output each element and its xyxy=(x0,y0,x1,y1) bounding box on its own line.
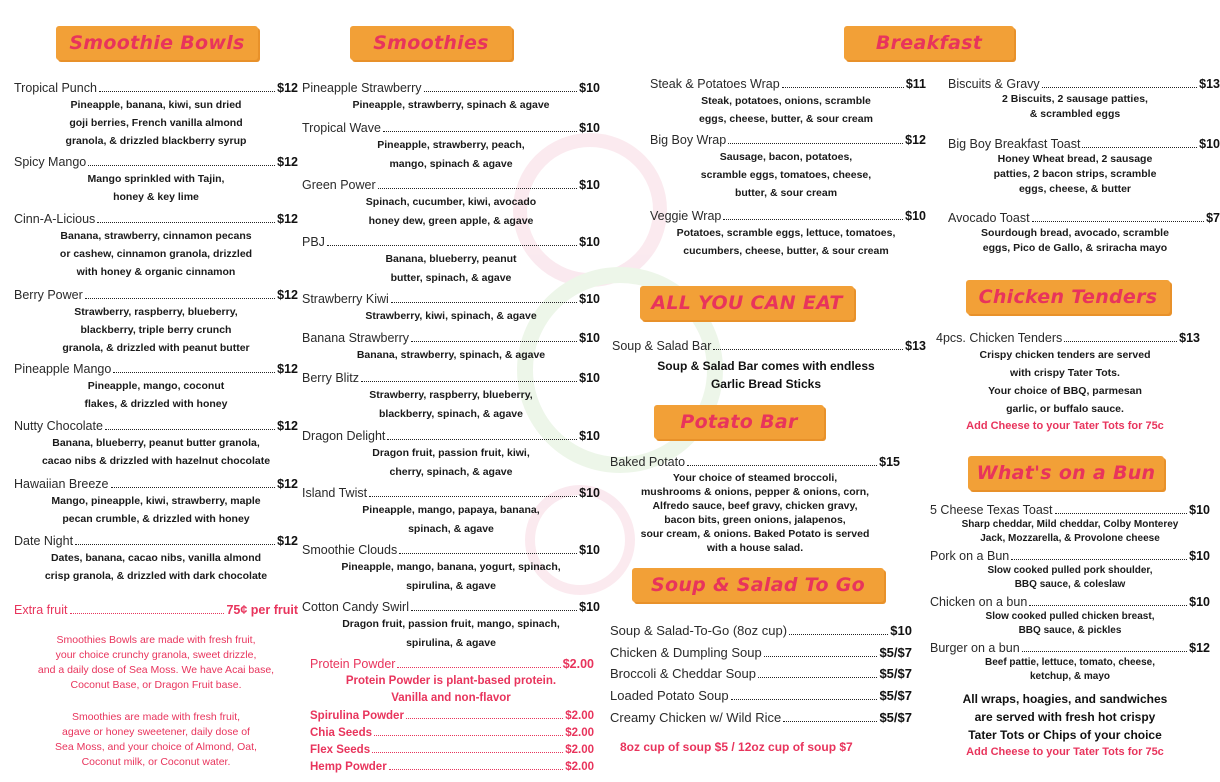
item-description xyxy=(14,549,298,585)
item-name: Big Boy Wrap xyxy=(650,133,727,147)
menu-item-big-boy-wrap xyxy=(606,132,926,202)
dot-leader xyxy=(378,188,577,189)
menu-item-pork-on-a-bun xyxy=(930,548,1210,592)
description-line: cherry, spinach, & agave xyxy=(389,466,513,478)
description-line: spirulina, & agave xyxy=(406,580,496,592)
tenders-cheese-note: Add Cheese to your Tater Tots for 75c xyxy=(966,420,1164,432)
item-name: Chicken on a bun xyxy=(930,595,1028,609)
description-line: Banana, strawberry, cinnamon pecans xyxy=(60,230,252,242)
item-price: $5/$7 xyxy=(879,645,912,660)
dot-leader xyxy=(1082,147,1197,148)
item-description xyxy=(302,558,600,596)
menu-item-pbj xyxy=(302,234,600,288)
description-line: Mango, pineapple, kiwi, strawberry, maple xyxy=(51,495,261,507)
menu-item-green-power xyxy=(302,177,600,231)
banner-smoothies: Smoothies xyxy=(350,26,512,60)
description-line: Honey Wheat bread, 2 sausage xyxy=(997,153,1153,165)
banner-whats-on-a-bun: What's on a Bun xyxy=(968,456,1164,490)
item-description xyxy=(930,152,1220,197)
item-description xyxy=(302,193,600,231)
menu-item-date-night xyxy=(14,533,298,585)
item-price: $10 xyxy=(579,600,600,614)
description-line: granola, & drizzled with peanut butter xyxy=(62,342,250,354)
item-price: $5/$7 xyxy=(879,666,912,681)
menu-item-island-twist xyxy=(302,485,600,539)
protein-powder-line: Protein Powder $2.00 xyxy=(310,657,594,671)
item-price: $10 xyxy=(579,543,600,557)
menu-item-tropical-wave xyxy=(302,120,600,174)
item-price: $12 xyxy=(277,81,298,95)
banner-potato-bar: Potato Bar xyxy=(654,405,824,439)
description-line: Potatoes, scramble eggs, lettuce, tomatoes, xyxy=(676,227,896,239)
item-description xyxy=(930,92,1220,122)
item-name: Loaded Potato Soup xyxy=(610,688,729,703)
description-line: pecan crumble, & drizzled with honey xyxy=(62,513,250,525)
item-price: $5/$7 xyxy=(879,688,912,703)
dot-leader xyxy=(361,381,577,382)
item-price: $12 xyxy=(277,419,298,433)
item-description xyxy=(302,307,600,326)
description-line: cacao nibs & drizzled with hazelnut chocolate xyxy=(41,455,271,467)
description-line: Jack, Mozzarella, & Provolone cheese xyxy=(980,533,1160,544)
menu-item-smoothie-clouds xyxy=(302,542,600,596)
description-line: Sourdough bread, avocado, scramble xyxy=(981,227,1169,239)
item-price: $10 xyxy=(905,209,926,223)
note-line: mushrooms & onions, pepper & onions, corn, xyxy=(640,486,870,498)
dot-leader xyxy=(1055,513,1188,514)
description-line: Beef pattie, lettuce, tomato, cheese, xyxy=(984,657,1156,668)
smoothie-bowls-note xyxy=(14,633,298,693)
bun-notes: All wraps, hoagies, and sandwiches are served with fresh hot crispy Tater Tots or Chips of your choice Add Cheese to your Tater Tots for 75c xyxy=(930,690,1200,760)
description-line: Dragon fruit, passion fruit, kiwi, xyxy=(372,447,530,459)
note-line: Soup & Salad Bar comes with endless xyxy=(657,359,875,373)
description-line: Banana, strawberry, spinach, & agave xyxy=(356,349,546,361)
item-name: Tropical Punch xyxy=(14,81,97,95)
item-description xyxy=(930,518,1210,546)
item-price: $10 xyxy=(579,292,600,306)
dot-leader xyxy=(424,91,578,92)
item-name: Island Twist xyxy=(302,486,368,500)
item-name: Creamy Chicken w/ Wild Rice xyxy=(610,710,782,725)
description-line: & scrambled eggs xyxy=(1029,108,1121,120)
item-price: $5/$7 xyxy=(879,710,912,725)
item-price: $12 xyxy=(277,362,298,376)
soup-salad-bar-item: Soup & Salad Bar $13 Soup & Salad Bar comes with endless Garlic Bread Sticks xyxy=(606,338,926,393)
dot-leader xyxy=(105,429,275,430)
item-description xyxy=(302,386,600,424)
item-name: Green Power xyxy=(302,178,376,192)
dot-leader xyxy=(758,677,877,678)
item-name: Nutty Chocolate xyxy=(14,419,103,433)
item-description xyxy=(302,136,600,174)
dot-leader xyxy=(111,487,276,488)
menu-item-spicy-mango xyxy=(14,154,298,206)
item-name: Broccoli & Cheddar Soup xyxy=(610,666,756,681)
item-description xyxy=(930,610,1210,638)
note-line: Smoothies are made with fresh fruit, xyxy=(71,711,241,723)
item-name: Steak & Potatoes Wrap xyxy=(650,77,780,91)
item-name: Big Boy Breakfast Toast xyxy=(948,137,1081,151)
description-line: spirulina, & agave xyxy=(406,637,496,649)
item-name: Avocado Toast xyxy=(948,211,1030,225)
description-line: or cashew, cinnamon granola, drizzled xyxy=(59,248,253,260)
description-line: Dragon fruit, passion fruit, mango, spinach, xyxy=(342,618,560,630)
note-line: Sea Moss, and your choice of Almond, Oat, xyxy=(55,741,257,753)
item-price: $10 xyxy=(890,623,912,638)
dot-leader xyxy=(1032,221,1205,222)
item-description xyxy=(302,615,600,653)
description-line: honey dew, green apple, & agave xyxy=(368,215,534,227)
menu-item-chia-seeds xyxy=(310,726,594,741)
item-price: $10 xyxy=(579,178,600,192)
dot-leader xyxy=(1029,605,1187,606)
description-line: BBQ sauce, & coleslaw xyxy=(1014,579,1126,590)
item-price: $12 xyxy=(277,155,298,169)
item-price: $12 xyxy=(277,477,298,491)
description-line: blackberry, triple berry crunch xyxy=(80,324,232,336)
item-price: $10 xyxy=(579,486,600,500)
description-line: with honey & organic cinnamon xyxy=(76,266,236,278)
dot-leader xyxy=(731,699,878,700)
item-price: $2.00 xyxy=(565,744,594,756)
menu-item-flex-seeds xyxy=(310,743,594,758)
item-description xyxy=(14,434,298,470)
item-description xyxy=(302,250,600,288)
item-name: Soup & Salad-To-Go (8oz cup) xyxy=(610,623,788,638)
description-line: Strawberry, kiwi, spinach, & agave xyxy=(365,310,537,322)
description-line: blackberry, spinach, & agave xyxy=(379,408,523,420)
menu-item-banana-strawberry xyxy=(302,330,600,365)
note-line: Crispy chicken tenders are served xyxy=(979,349,1151,361)
description-line: eggs, Pico de Gallo, & sriracha mayo xyxy=(982,242,1168,254)
item-price: $10 xyxy=(579,371,600,385)
dot-leader xyxy=(88,165,275,166)
note-line: Garlic Bread Sticks xyxy=(710,377,822,391)
item-description xyxy=(606,148,926,202)
item-price: $10 xyxy=(1189,595,1210,609)
note-line: Smoothies Bowls are made with fresh fruit, xyxy=(56,634,256,646)
dot-leader xyxy=(411,610,577,611)
item-name: Burger on a bun xyxy=(930,641,1020,655)
description-line: eggs, cheese, butter, & sour cream xyxy=(699,113,873,125)
note-line: Alfredo sauce, beef gravy, chicken gravy, xyxy=(652,500,858,512)
menu-item-broccoli-cheddar-soup xyxy=(606,665,926,683)
description-line: spinach, & agave xyxy=(408,523,494,535)
description-line: crisp granola, & drizzled with dark chocolate xyxy=(44,570,268,582)
item-description xyxy=(14,303,298,357)
item-price: $10 xyxy=(1189,503,1210,517)
description-line: scramble eggs, tomatoes, cheese, xyxy=(700,169,872,181)
menu-item-veggie-wrap xyxy=(606,208,926,260)
dot-leader xyxy=(387,439,577,440)
menu-item-strawberry-kiwi xyxy=(302,291,600,326)
item-description xyxy=(14,492,298,528)
item-name: Berry Blitz xyxy=(302,371,359,385)
dot-leader xyxy=(369,496,577,497)
dot-leader xyxy=(374,735,563,736)
menu-item-berry-blitz xyxy=(302,370,600,424)
description-line: patties, 2 bacon strips, scramble xyxy=(993,168,1157,180)
description-line: Banana, blueberry, peanut butter granola, xyxy=(52,437,260,449)
item-price: $10 xyxy=(579,121,600,135)
banner-smoothie-bowls: Smoothie Bowls xyxy=(56,26,258,60)
menu-item-soup-salad-to-go-8oz-cup xyxy=(606,622,926,640)
description-line: Pineapple, mango, coconut xyxy=(87,380,225,392)
note-line: sour cream, & onions. Baked Potato is served xyxy=(640,528,870,540)
item-description xyxy=(14,377,298,413)
menu-item-avocado-toast xyxy=(930,210,1220,256)
item-description xyxy=(302,501,600,539)
extra-fruit-line: Extra fruit 75¢ per fruit xyxy=(14,603,298,617)
item-price: $10 xyxy=(579,81,600,95)
banner-chicken-tenders: Chicken Tenders xyxy=(966,280,1170,314)
item-name: 5 Cheese Texas Toast xyxy=(930,503,1053,517)
dot-leader xyxy=(372,752,563,753)
description-line: BBQ sauce, & pickles xyxy=(1018,625,1122,636)
description-line: Mango sprinkled with Tajin, xyxy=(87,173,225,185)
dot-leader xyxy=(97,222,275,223)
menu-item-biscuits-gravy xyxy=(930,76,1220,122)
menu-item-loaded-potato-soup xyxy=(606,687,926,705)
description-line: Spinach, cucumber, kiwi, avocado xyxy=(365,196,537,208)
item-price: $12 xyxy=(1189,641,1210,655)
description-line: cucumbers, cheese, butter, & sour cream xyxy=(683,245,889,257)
description-line: Slow cooked pulled pork shoulder, xyxy=(987,565,1153,576)
menu-item-cinn-a-licious xyxy=(14,211,298,281)
dot-leader xyxy=(113,372,275,373)
description-line: mango, spinach & agave xyxy=(389,158,513,170)
description-line: Strawberry, raspberry, blueberry, xyxy=(369,389,533,401)
menu-item-5-cheese-texas-toast xyxy=(930,502,1210,546)
item-price: $10 xyxy=(579,429,600,443)
item-price: $2.00 xyxy=(565,727,594,739)
column-smoothie-bowls xyxy=(14,0,298,782)
description-line: butter, spinach, & agave xyxy=(390,272,512,284)
menu-item-steak-potatoes-wrap xyxy=(606,76,926,128)
menu-item-dragon-delight xyxy=(302,428,600,482)
note-line: and a daily dose of Sea Moss. We have Acai base, xyxy=(37,664,275,676)
menu-item-chicken-dumpling-soup xyxy=(606,644,926,662)
dot-leader xyxy=(1042,87,1197,88)
item-description xyxy=(302,346,600,365)
item-name: Pork on a Bun xyxy=(930,549,1010,563)
item-name: Banana Strawberry xyxy=(302,331,410,345)
item-name: Cotton Candy Swirl xyxy=(302,600,409,614)
item-description xyxy=(930,564,1210,592)
item-price: $12 xyxy=(905,133,926,147)
description-line: honey & key lime xyxy=(113,191,199,203)
item-price: $10 xyxy=(579,235,600,249)
description-line: goji berries, French vanilla almond xyxy=(69,117,243,129)
item-name: Berry Power xyxy=(14,288,83,302)
note-line: are served with fresh hot crispy xyxy=(974,710,1156,724)
item-name: Dragon Delight xyxy=(302,429,386,443)
item-description xyxy=(930,226,1220,256)
item-description xyxy=(930,656,1210,684)
item-name: Strawberry Kiwi xyxy=(302,292,389,306)
description-line: Steak, potatoes, onions, scramble xyxy=(701,95,871,107)
item-price: $12 xyxy=(277,212,298,226)
chicken-tenders-item: 4pcs. Chicken Tenders $13 Crispy chicken tenders are served with crispy Tater Tots. Your choice of BBQ, parmesan garlic, or buffalo sauce. Add Cheese to your Tater Tots for 75c xyxy=(930,330,1200,434)
note-line: Vanilla and non-flavor xyxy=(391,692,511,704)
description-line: butter, & sour cream xyxy=(734,187,838,199)
note-line: with a house salad. xyxy=(706,542,804,554)
description-line: flakes, & drizzled with honey xyxy=(84,398,228,410)
menu-item-spirulina-powder xyxy=(310,709,594,724)
smoothies-note xyxy=(14,710,298,770)
note-line: garlic, or buffalo sauce. xyxy=(1006,403,1124,415)
item-name: Chicken & Dumpling Soup xyxy=(610,645,762,660)
item-price: $12 xyxy=(277,288,298,302)
dot-leader xyxy=(75,544,275,545)
note-line: bacon bits, green onions, jalapenos, xyxy=(664,514,846,526)
menu-item-berry-power xyxy=(14,287,298,357)
dot-leader xyxy=(411,341,577,342)
dot-leader xyxy=(789,634,888,635)
description-line: Dates, banana, cacao nibs, vanilla almond xyxy=(50,552,262,564)
banner-breakfast: Breakfast xyxy=(844,26,1014,60)
menu-item-cotton-candy-swirl xyxy=(302,599,600,653)
dot-leader xyxy=(728,143,903,144)
item-name: Smoothie Clouds xyxy=(302,543,398,557)
item-name: Cinn-A-Licious xyxy=(14,212,96,226)
note-line: Protein Powder is plant-based protein. xyxy=(345,675,557,687)
banner-soup-salad-to-go: Soup & Salad To Go xyxy=(632,568,884,602)
description-line: Sharp cheddar, Mild cheddar, Colby Monterey xyxy=(961,519,1179,530)
dot-leader xyxy=(406,718,563,719)
description-line: eggs, cheese, & butter xyxy=(1018,183,1132,195)
dot-leader xyxy=(389,769,564,770)
item-description xyxy=(14,96,298,150)
note-line: Coconut Base, or Dragon Fruit base. xyxy=(70,679,242,691)
menu-item-tropical-punch xyxy=(14,80,298,150)
note-line: Your choice of BBQ, parmesan xyxy=(988,385,1142,397)
description-line: granola, & drizzled blackberry syrup xyxy=(65,135,247,147)
item-price: $10 xyxy=(1199,137,1220,151)
description-line: Pineapple, strawberry, peach, xyxy=(377,139,525,151)
description-line: ketchup, & mayo xyxy=(1029,671,1111,682)
item-price: $11 xyxy=(905,77,926,91)
menu-item-chicken-on-a-bun xyxy=(930,594,1210,638)
menu-item-nutty-chocolate xyxy=(14,418,298,470)
item-description xyxy=(606,224,926,260)
note-line: Tater Tots or Chips of your choice xyxy=(968,728,1162,742)
menu-item-big-boy-breakfast-toast xyxy=(930,136,1220,197)
menu-item-pineapple-mango xyxy=(14,361,298,413)
item-price: $10 xyxy=(1189,549,1210,563)
item-price: $13 xyxy=(1199,77,1220,91)
dot-leader xyxy=(764,656,878,657)
description-line: Pineapple, banana, kiwi, sun dried xyxy=(70,99,242,111)
item-description xyxy=(606,92,926,128)
column-smoothies xyxy=(302,0,600,782)
note-line: All wraps, hoagies, and sandwiches xyxy=(962,692,1168,706)
item-name: Veggie Wrap xyxy=(650,209,722,223)
description-line: Pineapple, mango, papaya, banana, xyxy=(362,504,540,516)
item-price: $2.00 xyxy=(565,710,594,722)
item-price: $10 xyxy=(579,331,600,345)
item-name: Hemp Powder xyxy=(310,761,387,773)
item-name: Date Night xyxy=(14,534,74,548)
menu-item-creamy-chicken-w-wild-rice xyxy=(606,709,926,727)
description-line: Pineapple, strawberry, spinach & agave xyxy=(352,99,550,111)
soup-size-note: 8oz cup of soup $5 / 12oz cup of soup $7 xyxy=(620,740,853,754)
note-line: agave or honey sweetener, daily dose of xyxy=(62,726,250,738)
item-description xyxy=(14,170,298,206)
description-line: Sausage, bacon, potatoes, xyxy=(719,151,853,163)
item-price: $12 xyxy=(277,534,298,548)
menu-item-burger-on-a-bun xyxy=(930,640,1210,684)
menu-item-pineapple-strawberry xyxy=(302,80,600,115)
protein-note xyxy=(302,673,600,707)
dot-leader xyxy=(723,219,903,220)
dot-leader xyxy=(85,298,275,299)
item-description xyxy=(302,444,600,482)
dot-leader xyxy=(1011,559,1187,560)
item-name: Chia Seeds xyxy=(310,727,372,739)
item-name: Pineapple Mango xyxy=(14,362,112,376)
note-line: with crispy Tater Tots. xyxy=(1010,367,1120,379)
dot-leader xyxy=(391,302,577,303)
dot-leader xyxy=(783,721,877,722)
menu-item-hawaiian-breeze xyxy=(14,476,298,528)
dot-leader xyxy=(99,91,275,92)
description-line: 2 Biscuits, 2 sausage patties, xyxy=(1002,93,1148,105)
note-line: Coconut milk, or Coconut water. xyxy=(81,756,231,768)
dot-leader xyxy=(1022,651,1187,652)
description-line: Slow cooked pulled chicken breast, xyxy=(985,611,1155,622)
baked-potato-item: Baked Potato $15 Your choice of steamed broccoli, mushrooms & onions, pepper & onions, corn, Alfredo sauce, beef gravy, chicken gravy, bacon bits, green onions, jalapenos, sour cream, & onions. Baked Potato is served with a house salad. xyxy=(610,455,900,554)
item-name: Pineapple Strawberry xyxy=(302,81,422,95)
item-name: Tropical Wave xyxy=(302,121,381,135)
item-name: Flex Seeds xyxy=(310,744,371,756)
description-line: Pineapple, mango, banana, yogurt, spinach, xyxy=(341,561,561,573)
item-description xyxy=(302,96,600,115)
item-name: Biscuits & Gravy xyxy=(948,77,1040,91)
menu-item-hemp-powder xyxy=(310,760,594,775)
item-name: Hawaiian Breeze xyxy=(14,477,109,491)
item-name: Spicy Mango xyxy=(14,155,87,169)
dot-leader xyxy=(327,245,577,246)
item-price: $7 xyxy=(1206,211,1220,225)
item-name: Spirulina Powder xyxy=(310,710,404,722)
dot-leader xyxy=(399,553,577,554)
dot-leader xyxy=(383,131,577,132)
description-line: Strawberry, raspberry, blueberry, xyxy=(74,306,238,318)
note-line: your choice crunchy granola, sweet drizzle, xyxy=(55,649,257,661)
banner-all-you-can-eat: ALL YOU CAN EAT xyxy=(640,286,854,320)
note-line: Your choice of steamed broccoli, xyxy=(672,472,838,484)
description-line: Banana, blueberry, peanut xyxy=(385,253,517,265)
item-price: $2.00 xyxy=(565,761,594,773)
column-wraps-bars xyxy=(606,0,926,782)
item-description xyxy=(14,227,298,281)
item-name: PBJ xyxy=(302,235,325,249)
dot-leader xyxy=(782,87,904,88)
